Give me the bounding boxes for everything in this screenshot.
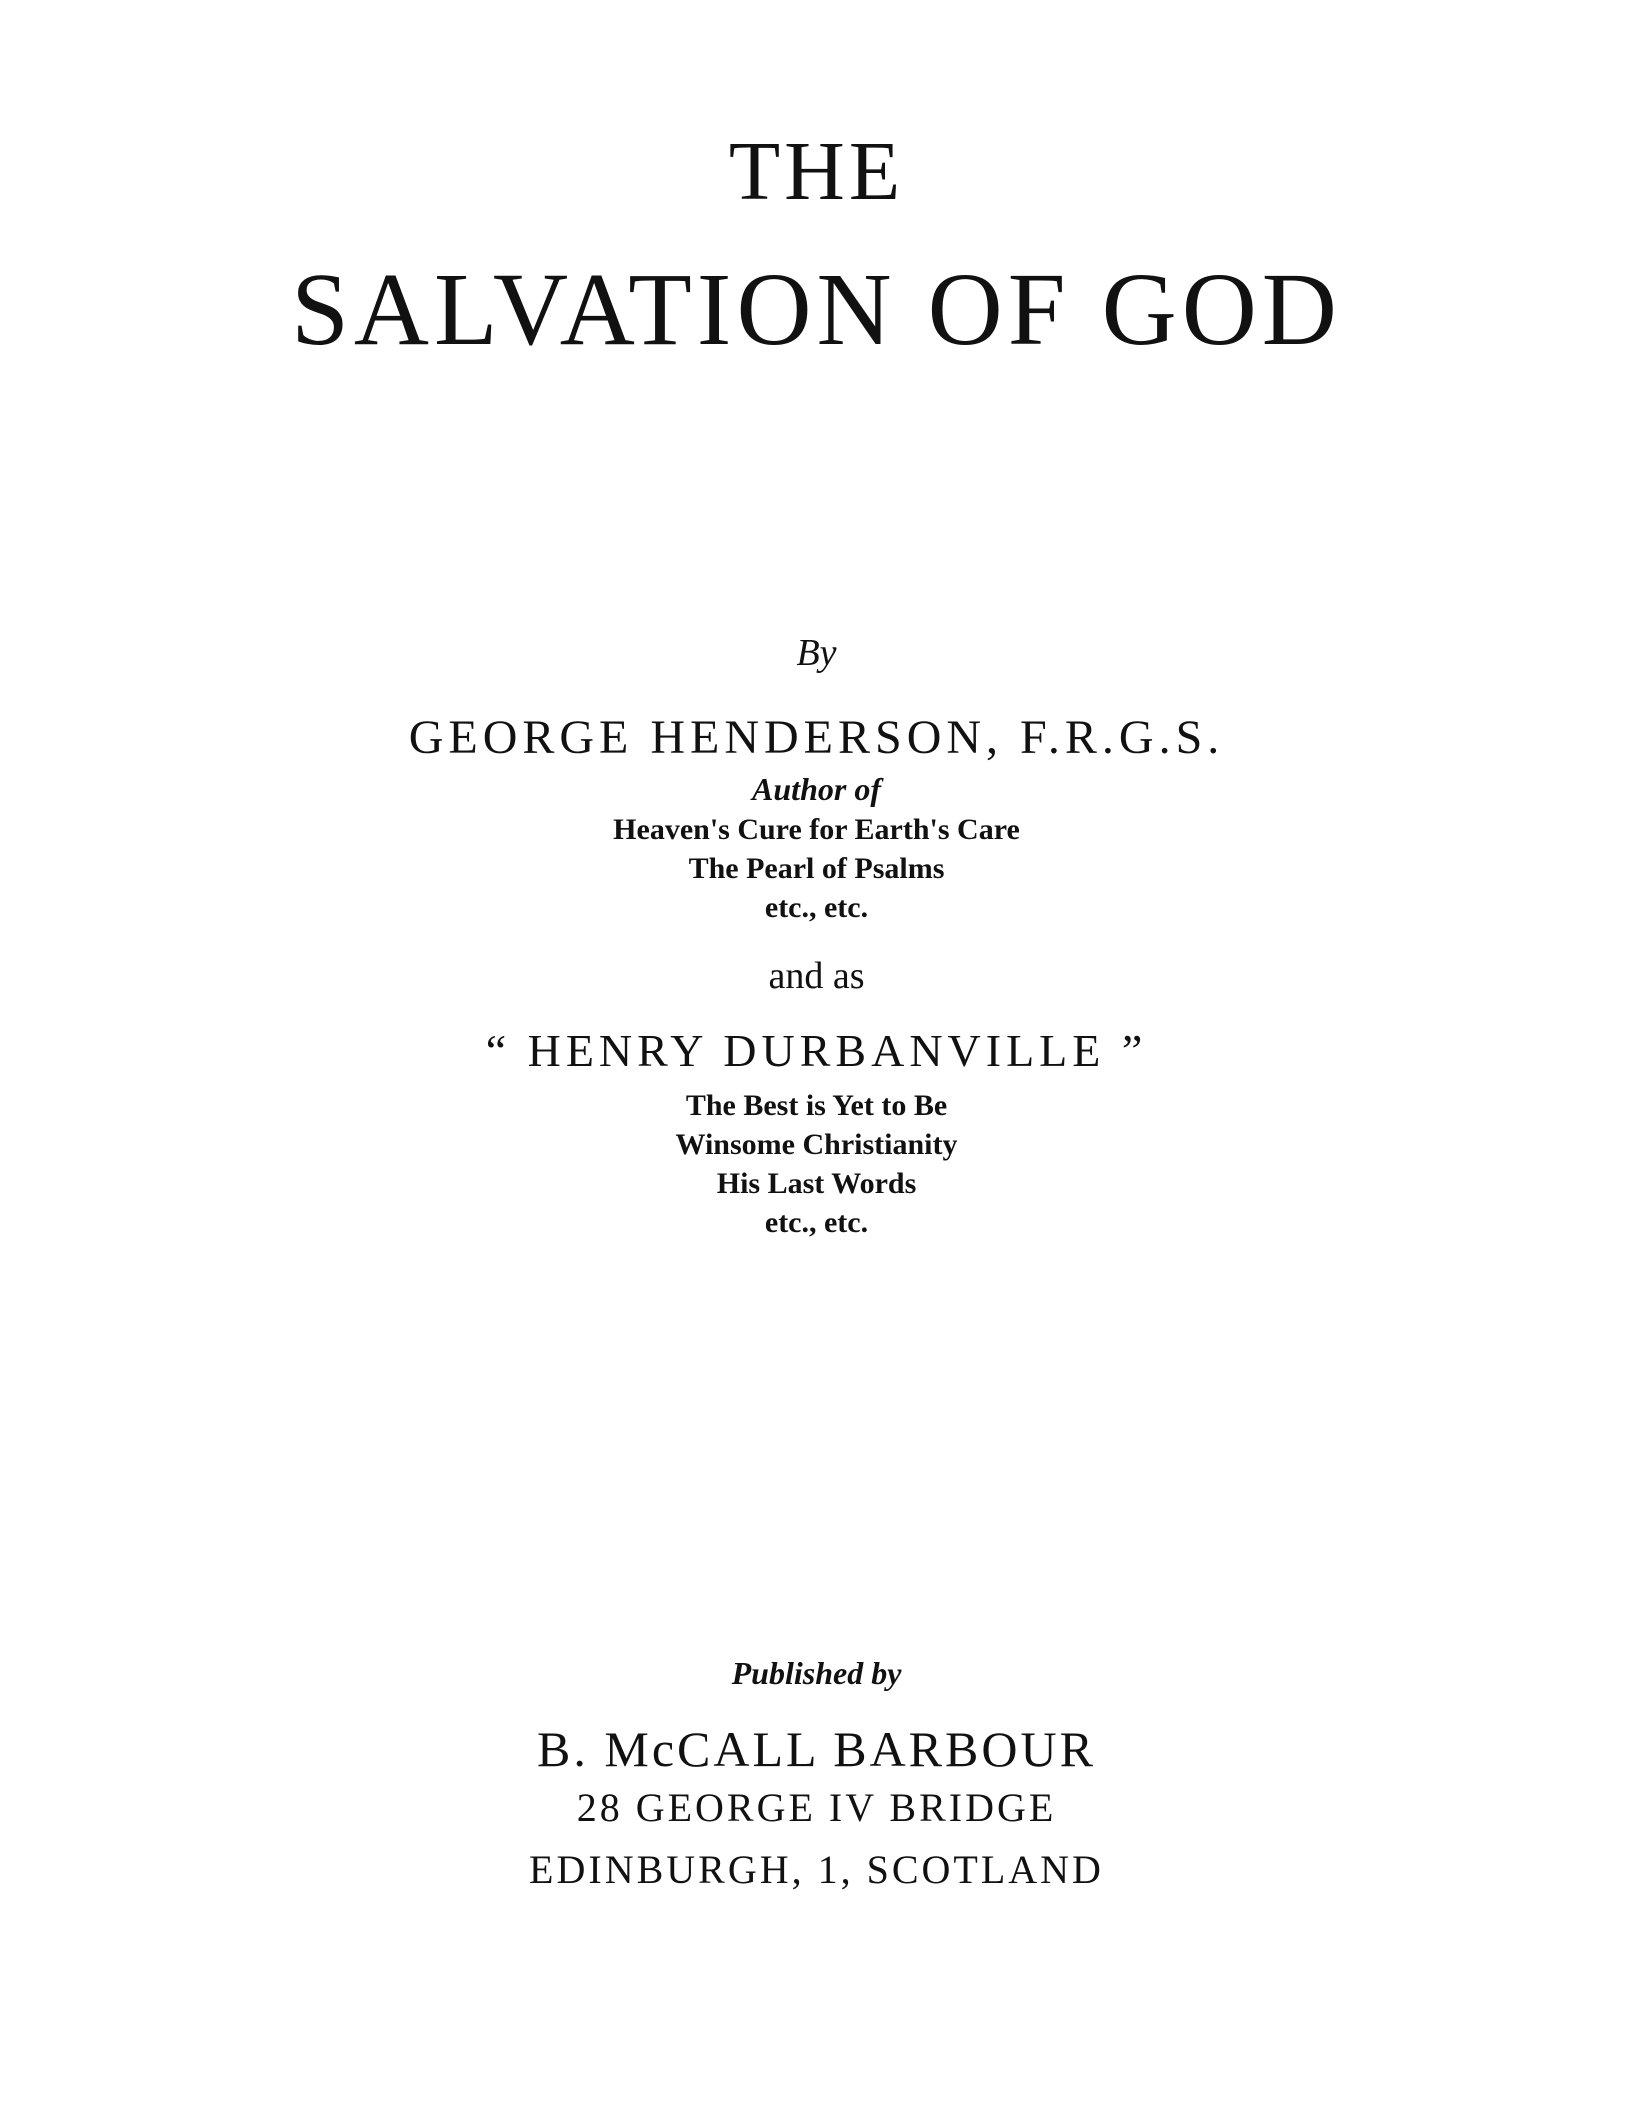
publisher-address-line: EDINBURGH, 1, SCOTLAND [529, 1847, 1104, 1892]
pseudonym-work-item: The Best is Yet to Be [685, 1089, 948, 1122]
by-label: By [796, 632, 837, 674]
and-as-label: and as [768, 955, 865, 997]
author-of-label: Author of [752, 771, 881, 807]
publisher-name: B. McCALL BARBOUR [537, 1721, 1096, 1777]
pseudonym-work-item: His Last Words [716, 1167, 917, 1200]
pseudonym-work-item: etc., etc. [764, 1206, 869, 1239]
author-work-item: Heaven's Cure for Earth's Care [613, 813, 1020, 846]
book-title: SALVATION OF GOD [291, 252, 1342, 367]
pseudonym-work-item: Winsome Christianity [675, 1128, 958, 1161]
title-line-the: THE [728, 125, 905, 218]
published-by-label: Published by [731, 1655, 902, 1691]
author-name: GEORGE HENDERSON, F.R.G.S. [408, 711, 1225, 764]
author-work-item: etc., etc. [764, 891, 869, 924]
pseudonym-name: “ HENRY DURBANVILLE ” [485, 1025, 1148, 1076]
author-work-item: The Pearl of Psalms [688, 852, 945, 885]
publisher-address-line: 28 GEORGE IV BRIDGE [576, 1785, 1057, 1830]
